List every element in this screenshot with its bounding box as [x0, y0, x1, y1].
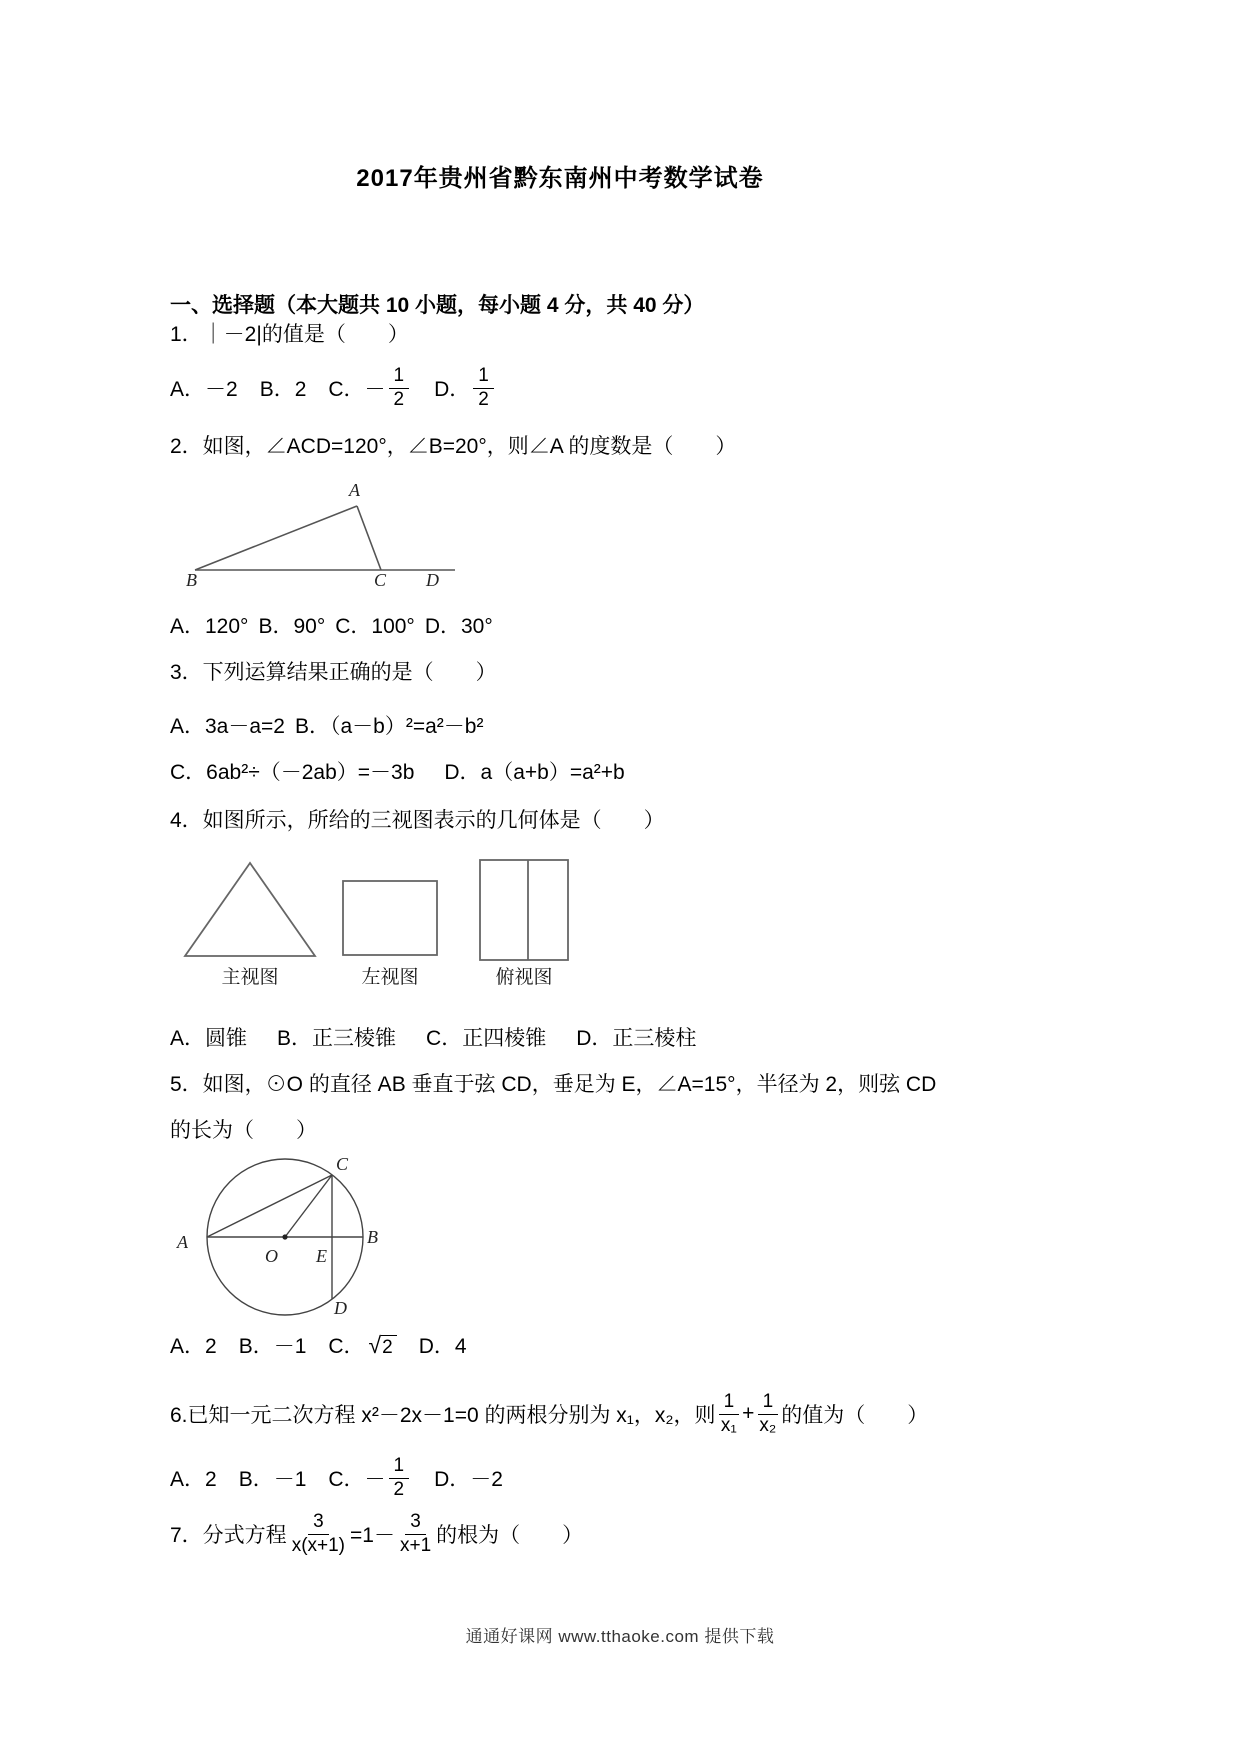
q5-option-c-sqrt [368, 1331, 397, 1358]
q5-option-d: D．4 [418, 1335, 467, 1358]
q1-option-b: B．2 [259, 378, 307, 401]
q4-option-b: B．正三棱锥 [277, 1027, 397, 1050]
q5-option-b: B．－1 [238, 1335, 307, 1358]
q6-option-c-fraction [389, 1455, 410, 1502]
question-2-options [170, 610, 493, 640]
q7-stem-text2: 的根为（ ） [436, 1524, 584, 1547]
q6-plus-sign: + [742, 1402, 755, 1425]
top-view-rect [480, 860, 568, 960]
q3-option-c: C．6ab²÷（－2ab）=－3b [170, 761, 415, 784]
fraction-numerator: 3 [405, 1511, 426, 1535]
q2-option-c: C．100° [335, 615, 415, 638]
q1-option-d [434, 365, 497, 412]
triangle-figure [168, 478, 468, 590]
q5-option-c-label: C． [328, 1335, 365, 1358]
radical-sign: √ [368, 1331, 382, 1358]
q7-stem-text1: 7．分式方程 [170, 1524, 287, 1547]
q1-option-c-fraction [389, 365, 410, 412]
q6-option-c-label: C． [328, 1468, 365, 1491]
side-view-label: 左视图 [361, 967, 419, 988]
top-view-label: 俯视图 [495, 967, 553, 988]
fraction-numerator: 1 [389, 1455, 410, 1479]
q5-stem-line2: 的长为（ ） [170, 1119, 317, 1142]
circle-label-c: C [336, 1154, 349, 1174]
question-5-stem [170, 1062, 1085, 1154]
q1-option-c-sign: － [364, 378, 386, 401]
q5-option-a: A．2 [170, 1335, 217, 1358]
question-3-stem: 3．下列运算结果正确的是（ ） [170, 661, 497, 684]
q1-option-c-label: C． [328, 378, 365, 401]
q4-option-d: D．正三棱柱 [576, 1027, 697, 1050]
q7-equals-text: =1－ [350, 1524, 395, 1547]
front-view-label: 主视图 [221, 967, 279, 988]
fraction-numerator: 1 [389, 365, 410, 389]
q5-option-c [328, 1330, 396, 1360]
fraction-numerator: 1 [473, 365, 494, 389]
q3-option-b: B．（a－b）²=a²－b² [295, 715, 484, 738]
triangle-label-c: C [374, 570, 387, 590]
question-6-stem [170, 1382, 928, 1446]
q2-option-b: B．90° [258, 615, 326, 638]
question-2-stem: 2．如图，∠ACD=120°，∠B=20°，则∠A 的度数是（ ） [170, 435, 737, 458]
triangle-label-b: B [186, 570, 197, 590]
footer-credit: 通通好课网 www.tthaoke.com 提供下载 [465, 1627, 775, 1646]
question-5-options [170, 1330, 467, 1360]
q4-option-a: A．圆锥 [170, 1027, 248, 1050]
question-1-options [170, 360, 497, 416]
line-ac [207, 1175, 332, 1237]
q6-option-a: A．2 [170, 1468, 217, 1491]
triangle-edges [195, 506, 455, 570]
circle-label-d: D [334, 1298, 347, 1318]
circle-figure [155, 1148, 395, 1328]
q2-option-a: A．120° [170, 615, 249, 638]
q1-option-d-fraction [473, 365, 494, 412]
fraction-numerator: 1 [758, 1391, 779, 1415]
fraction-denominator: x(x+1) [291, 1534, 346, 1556]
q6-option-c-sign: － [364, 1468, 386, 1491]
question-3-options-ab [170, 710, 483, 740]
q4-option-c: C．正四棱锥 [426, 1027, 547, 1050]
three-views-figure [178, 853, 578, 993]
radicand: 2 [381, 1335, 397, 1357]
circle-label-b: B [367, 1227, 378, 1247]
fraction-denominator: 2 [478, 388, 489, 410]
q6-option-b: B．－1 [238, 1468, 307, 1491]
question-4-options [170, 1022, 696, 1052]
circle-label-o: O [265, 1246, 278, 1266]
fraction-denominator: x₁ [720, 1414, 737, 1436]
q3-option-a: A．3a－a=2 [170, 715, 285, 738]
q7-fraction-1 [290, 1511, 347, 1558]
front-view-triangle [185, 863, 315, 956]
fraction-numerator: 1 [719, 1391, 740, 1415]
line-oc [285, 1175, 332, 1237]
q7-fraction-2 [398, 1511, 433, 1558]
center-dot [282, 1234, 287, 1239]
q1-option-d-label: D． [434, 378, 471, 401]
circle-label-e: E [316, 1246, 327, 1266]
triangle-label-a: A [349, 480, 360, 500]
page-title: 2017年贵州省黔东南州中考数学试卷 [356, 165, 764, 193]
question-3-options-cd [170, 756, 625, 786]
triangle-label-d: D [426, 570, 439, 590]
q6-stem-text2: 的值为（ ） [781, 1404, 929, 1427]
fraction-denominator: x+1 [399, 1534, 432, 1556]
q6-fraction-2 [757, 1391, 778, 1438]
fraction-numerator: 3 [308, 1511, 329, 1535]
q5-stem-line1: 5．如图，⊙O 的直径 AB 垂直于弦 CD，垂足为 E，∠A=15°，半径为 2，则弦 CD [170, 1073, 937, 1096]
q2-option-d: D．30° [424, 615, 493, 638]
three-views-shapes [185, 860, 568, 960]
question-6-options [170, 1450, 503, 1506]
question-7-stem [170, 1502, 583, 1566]
q6-option-d: D．－2 [434, 1468, 503, 1491]
fraction-denominator: 2 [393, 1478, 405, 1500]
q6-stem-text1: 6.已知一元二次方程 x²－2x－1=0 的两根分别为 x₁，x₂，则 [170, 1404, 716, 1427]
side-view-rect [343, 881, 437, 955]
section-heading: 一、选择题（本大题共 10 小题，每小题 4 分，共 40 分） [170, 294, 705, 318]
fraction-denominator: x₂ [759, 1414, 777, 1436]
circle-label-a: A [177, 1232, 188, 1252]
fraction-denominator: 2 [393, 388, 405, 410]
q1-option-a: A．－2 [170, 378, 238, 401]
q1-option-c [328, 365, 412, 412]
q3-option-d: D．a（a+b）=a²+b [444, 761, 625, 784]
question-4-stem: 4．如图所示，所给的三视图表示的几何体是（ ） [170, 809, 665, 832]
question-1-stem: 1．｜－2|的值是（ ） [170, 323, 409, 346]
q6-fraction-1 [719, 1391, 740, 1438]
q6-option-c [328, 1455, 412, 1502]
